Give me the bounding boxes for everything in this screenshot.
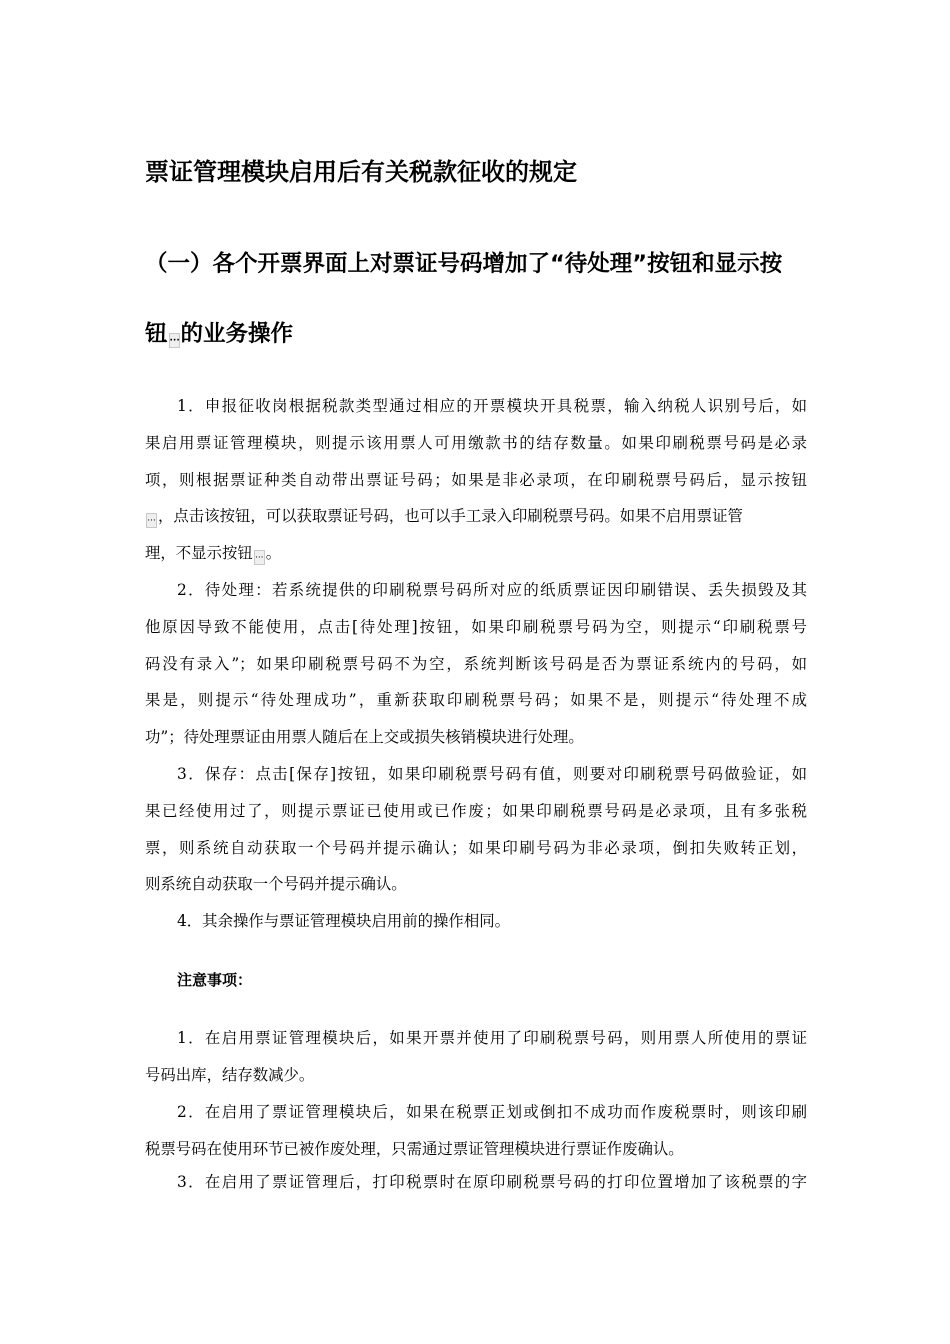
note-3	[145, 1164, 807, 1201]
paragraph-1	[145, 388, 807, 572]
ellipsis-button-icon: ···	[254, 550, 265, 565]
text-line: 果启用票证管理模块，则提示该用票人可用缴款书的结存数量。如果印刷税票号码是必录	[145, 433, 807, 452]
ellipsis-button-icon: ···	[146, 513, 157, 528]
text-line: 1．申报征收岗根据税款类型通过相应的开票模块开具税票，输入纳税人识别号后，如	[177, 397, 807, 415]
text-line: 号码出库，结存数减少。	[145, 1065, 315, 1084]
text-line: 他原因导致不能使用，点击[待处理]按钮，如果印刷税票号码为空，则提示“印刷税票号	[145, 617, 807, 636]
text-line: 功”；待处理票证由用票人随后在上交或损失核销模块进行处理。	[145, 728, 584, 747]
text-fragment: 理，不显示按钮	[145, 544, 253, 563]
text-line: 4．其余操作与票证管理模块启用前的操作相同。	[177, 912, 510, 930]
text-line: 3．在启用了票证管理后，打印税票时在原印刷税票号码的打印位置增加了该税票的字	[177, 1173, 807, 1191]
text-line: 3．保存：点击[保存]按钮，如果印刷税票号码有值，则要对印刷税票号码做验证，如	[177, 765, 807, 783]
note-2	[145, 1094, 807, 1168]
notes-heading: 注意事项：	[177, 971, 253, 989]
text-line: 果是，则提示“待处理成功”，重新获取印刷税票号码；如果不是，则提示“待处理不成	[145, 691, 807, 710]
text-line: 1．在启用票证管理模块后，如果开票并使用了印刷税票号码，则用票人所使用的票证	[177, 1029, 807, 1047]
text-line: 2．待处理：若系统提供的印刷税票号码所对应的纸质票证因印刷错误、丢失损毁及其	[177, 581, 807, 599]
text-line	[145, 535, 807, 572]
text-fragment: 。	[265, 544, 282, 563]
text-line: 则系统自动获取一个号码并提示确认。	[145, 875, 407, 894]
section-heading-text: 的业务操作	[180, 321, 294, 347]
ellipsis-button-icon: ···	[169, 333, 180, 348]
text-line: 项，则根据票证种类自动带出票证号码；如果是非必录项，在印刷税票号码后，显示按钮	[145, 470, 807, 489]
paragraph-3	[145, 756, 807, 903]
text-line	[145, 498, 807, 535]
text-line: 2．在启用了票证管理模块后，如果在税票正划或倒扣不成功而作废税票时，则该印刷	[177, 1103, 807, 1121]
text-fragment: ，点击该按钮，可以获取票证号码，也可以手工录入印刷税票号码。如果不启用票证管	[158, 507, 743, 526]
text-line: 果已经使用过了，则提示票证已使用或已作废；如果印刷税票号码是必录项，且有多张税	[145, 801, 807, 820]
text-line: 税票号码在使用环节已被作废处理，只需通过票证管理模块进行票证作废确认。	[145, 1139, 684, 1158]
section-heading-line1: （一）各个开票界面上对票证号码增加了“待处理”按钮和显示按	[145, 251, 783, 277]
document-title: 票证管理模块启用后有关税款征收的规定	[145, 158, 577, 186]
paragraph-2	[145, 572, 807, 756]
text-line: 票，则系统自动获取一个号码并提示确认；如果印刷号码为非必录项，倒扣失败转正划，	[145, 838, 807, 857]
section-heading-text: 钮	[145, 321, 168, 347]
section-heading-line2	[145, 314, 825, 354]
note-1	[145, 1020, 807, 1094]
paragraph-4	[145, 903, 807, 940]
text-line: 码没有录入”；如果印刷税票号码不为空，系统判断该号码是否为票证系统内的号码，如	[145, 654, 807, 673]
